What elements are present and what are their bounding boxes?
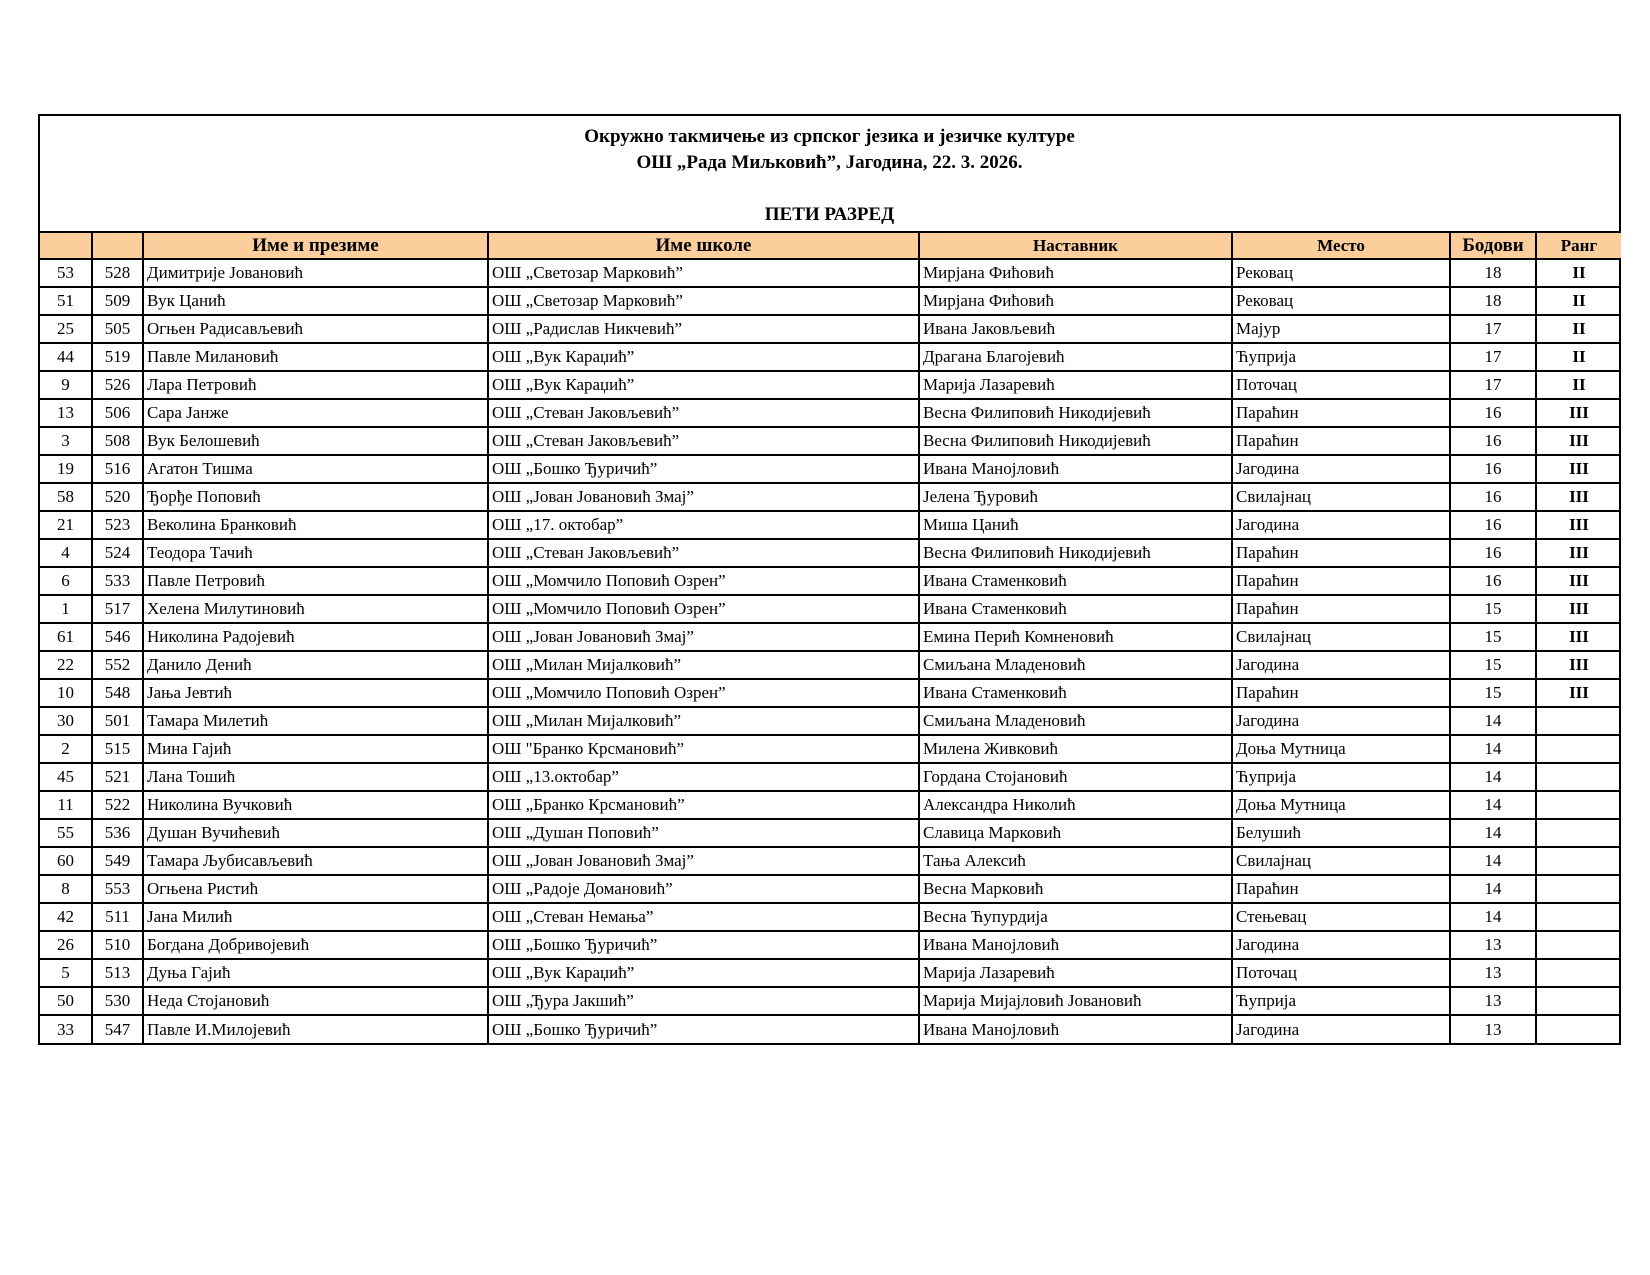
entry-number: 44: [40, 343, 92, 371]
points-value: 15: [1450, 679, 1536, 707]
rank-value: [1536, 987, 1621, 1015]
teacher-name: Мирјана Фићовић: [919, 259, 1232, 287]
place-name: Јагодина: [1232, 931, 1450, 959]
place-name: Ћуприја: [1232, 987, 1450, 1015]
table-row: [40, 875, 1621, 903]
school-name: ОШ „Ђура Јакшић”: [488, 987, 919, 1015]
place-name: Поточац: [1232, 371, 1450, 399]
rank-value: III: [1536, 679, 1621, 707]
code-number: 519: [92, 343, 143, 371]
school-name: ОШ „Бошко Ђуричић”: [488, 931, 919, 959]
header-place: Место: [1232, 233, 1450, 259]
rank-value: II: [1536, 371, 1621, 399]
entry-number: 50: [40, 987, 92, 1015]
points-value: 14: [1450, 819, 1536, 847]
entry-number: 19: [40, 455, 92, 483]
code-number: 517: [92, 595, 143, 623]
rank-value: III: [1536, 455, 1621, 483]
teacher-name: Марија Лазаревић: [919, 959, 1232, 987]
school-name: ОШ „13.октобар”: [488, 763, 919, 791]
points-value: 16: [1450, 483, 1536, 511]
rank-value: [1536, 931, 1621, 959]
entry-number: 3: [40, 427, 92, 455]
points-value: 14: [1450, 763, 1536, 791]
header-name: Име и презиме: [143, 233, 488, 259]
code-number: 524: [92, 539, 143, 567]
entry-number: 60: [40, 847, 92, 875]
table-row: [40, 539, 1621, 567]
teacher-name: Весна Марковић: [919, 875, 1232, 903]
student-name: Теодора Тачић: [143, 539, 488, 567]
entry-number: 42: [40, 903, 92, 931]
entry-number: 1: [40, 595, 92, 623]
school-name: ОШ „Светозар Марковић”: [488, 287, 919, 315]
points-value: 17: [1450, 343, 1536, 371]
points-value: 15: [1450, 651, 1536, 679]
place-name: Јагодина: [1232, 651, 1450, 679]
code-number: 547: [92, 1015, 143, 1043]
rank-value: III: [1536, 567, 1621, 595]
entry-number: 61: [40, 623, 92, 651]
school-name: ОШ „Момчило Поповић Озрен”: [488, 567, 919, 595]
teacher-name: Ивана Манојловић: [919, 1015, 1232, 1043]
student-name: Веколина Бранковић: [143, 511, 488, 539]
student-name: Дуња Гајић: [143, 959, 488, 987]
student-name: Николина Вучковић: [143, 791, 488, 819]
table-row: [40, 931, 1621, 959]
points-value: 18: [1450, 259, 1536, 287]
entry-number: 55: [40, 819, 92, 847]
rank-value: II: [1536, 343, 1621, 371]
teacher-name: Ивана Манојловић: [919, 455, 1232, 483]
header-row: [40, 233, 1621, 259]
teacher-name: Весна Ћупурдија: [919, 903, 1232, 931]
results-sheet: [38, 114, 1621, 1045]
results-table: [40, 233, 1621, 1043]
code-number: 508: [92, 427, 143, 455]
teacher-name: Весна Филиповић Никодијевић: [919, 539, 1232, 567]
teacher-name: Миша Цанић: [919, 511, 1232, 539]
teacher-name: Ивана Јаковљевић: [919, 315, 1232, 343]
header-rank: Ранг: [1536, 233, 1621, 259]
table-row: [40, 259, 1621, 287]
rank-value: III: [1536, 651, 1621, 679]
place-name: Рековац: [1232, 287, 1450, 315]
teacher-name: Јелена Ђуровић: [919, 483, 1232, 511]
place-name: Свилајнац: [1232, 623, 1450, 651]
school-name: ОШ „Бошко Ђуричић”: [488, 455, 919, 483]
entry-number: 45: [40, 763, 92, 791]
entry-number: 5: [40, 959, 92, 987]
place-name: Стењевац: [1232, 903, 1450, 931]
points-value: 14: [1450, 735, 1536, 763]
grade-heading: ПЕТИ РАЗРЕД: [764, 204, 895, 225]
place-name: Јагодина: [1232, 511, 1450, 539]
student-name: Огњен Радисављевић: [143, 315, 488, 343]
table-row: [40, 819, 1621, 847]
points-value: 14: [1450, 875, 1536, 903]
entry-number: 53: [40, 259, 92, 287]
school-name: ОШ „Јован Јовановић Змај”: [488, 623, 919, 651]
points-value: 13: [1450, 987, 1536, 1015]
table-row: [40, 651, 1621, 679]
code-number: 510: [92, 931, 143, 959]
code-number: 522: [92, 791, 143, 819]
entry-number: 2: [40, 735, 92, 763]
entry-number: 21: [40, 511, 92, 539]
place-name: Свилајнац: [1232, 847, 1450, 875]
table-row: [40, 427, 1621, 455]
student-name: Вук Цанић: [143, 287, 488, 315]
entry-number: 22: [40, 651, 92, 679]
code-number: 533: [92, 567, 143, 595]
table-row: [40, 595, 1621, 623]
table-row: [40, 343, 1621, 371]
teacher-name: Ивана Стаменковић: [919, 567, 1232, 595]
student-name: Богдана Добривојевић: [143, 931, 488, 959]
place-name: Јагодина: [1232, 707, 1450, 735]
school-name: ОШ „Стеван Јаковљевић”: [488, 399, 919, 427]
school-name: ОШ „Милан Мијалковић”: [488, 651, 919, 679]
rank-value: [1536, 735, 1621, 763]
student-name: Вук Белошевић: [143, 427, 488, 455]
school-name: ОШ „Момчило Поповић Озрен”: [488, 679, 919, 707]
code-number: 553: [92, 875, 143, 903]
entry-number: 26: [40, 931, 92, 959]
place-name: Рековац: [1232, 259, 1450, 287]
points-value: 14: [1450, 903, 1536, 931]
rank-value: [1536, 847, 1621, 875]
table-row: [40, 287, 1621, 315]
teacher-name: Гордана Стојановић: [919, 763, 1232, 791]
entry-number: 10: [40, 679, 92, 707]
place-name: Параћин: [1232, 427, 1450, 455]
place-name: Свилајнац: [1232, 483, 1450, 511]
code-number: 526: [92, 371, 143, 399]
table-row: [40, 903, 1621, 931]
teacher-name: Милена Живковић: [919, 735, 1232, 763]
place-name: Доња Мутница: [1232, 735, 1450, 763]
points-value: 14: [1450, 707, 1536, 735]
place-name: Јагодина: [1232, 1015, 1450, 1043]
teacher-name: Тања Алексић: [919, 847, 1232, 875]
entry-number: 8: [40, 875, 92, 903]
entry-number: 30: [40, 707, 92, 735]
points-value: 13: [1450, 1015, 1536, 1043]
points-value: 17: [1450, 371, 1536, 399]
points-value: 15: [1450, 623, 1536, 651]
table-row: [40, 399, 1621, 427]
school-name: ОШ „Бошко Ђуричић”: [488, 1015, 919, 1043]
code-number: 536: [92, 819, 143, 847]
place-name: Поточац: [1232, 959, 1450, 987]
code-number: 516: [92, 455, 143, 483]
entry-number: 51: [40, 287, 92, 315]
entry-number: 4: [40, 539, 92, 567]
points-value: 14: [1450, 791, 1536, 819]
school-name: ОШ „Радоје Домановић”: [488, 875, 919, 903]
school-name: ОШ „Стеван Немања”: [488, 903, 919, 931]
table-row: [40, 791, 1621, 819]
table-row: [40, 483, 1621, 511]
school-name: ОШ „Стеван Јаковљевић”: [488, 539, 919, 567]
place-name: Белушић: [1232, 819, 1450, 847]
title-block: [40, 116, 1619, 233]
entry-number: 58: [40, 483, 92, 511]
place-name: Параћин: [1232, 679, 1450, 707]
points-value: 13: [1450, 959, 1536, 987]
rank-value: [1536, 763, 1621, 791]
code-number: 521: [92, 763, 143, 791]
code-number: 509: [92, 287, 143, 315]
teacher-name: Марија Мијајловић Јовановић: [919, 987, 1232, 1015]
points-value: 15: [1450, 595, 1536, 623]
code-number: 523: [92, 511, 143, 539]
student-name: Тамара Милетић: [143, 707, 488, 735]
student-name: Николина Радојевић: [143, 623, 488, 651]
student-name: Димитрије Јовановић: [143, 259, 488, 287]
place-name: Параћин: [1232, 875, 1450, 903]
rank-value: II: [1536, 315, 1621, 343]
student-name: Павле Петровић: [143, 567, 488, 595]
rank-value: III: [1536, 427, 1621, 455]
code-number: 528: [92, 259, 143, 287]
rank-value: III: [1536, 623, 1621, 651]
table-row: [40, 679, 1621, 707]
student-name: Сара Јанже: [143, 399, 488, 427]
teacher-name: Весна Филиповић Никодијевић: [919, 427, 1232, 455]
place-name: Доња Мутница: [1232, 791, 1450, 819]
results-body: [40, 259, 1621, 1043]
rank-value: [1536, 819, 1621, 847]
code-number: 552: [92, 651, 143, 679]
table-row: [40, 959, 1621, 987]
teacher-name: Емина Перић Комненовић: [919, 623, 1232, 651]
school-name: ОШ „Вук Караџић”: [488, 959, 919, 987]
rank-value: III: [1536, 595, 1621, 623]
code-number: 515: [92, 735, 143, 763]
code-number: 511: [92, 903, 143, 931]
points-value: 16: [1450, 511, 1536, 539]
teacher-name: Мирјана Фићовић: [919, 287, 1232, 315]
header-points: Бодови: [1450, 233, 1536, 259]
school-name: ОШ „Вук Караџић”: [488, 371, 919, 399]
rank-value: [1536, 959, 1621, 987]
rank-value: III: [1536, 483, 1621, 511]
school-name: ОШ „Момчило Поповић Озрен”: [488, 595, 919, 623]
student-name: Лана Тошић: [143, 763, 488, 791]
school-name: ОШ „Светозар Марковић”: [488, 259, 919, 287]
teacher-name: Весна Филиповић Никодијевић: [919, 399, 1232, 427]
school-name: ОШ „Радислав Никчевић”: [488, 315, 919, 343]
entry-number: 6: [40, 567, 92, 595]
rank-value: [1536, 903, 1621, 931]
student-name: Душан Вучићевић: [143, 819, 488, 847]
school-name: ОШ „Душан Поповић”: [488, 819, 919, 847]
student-name: Павле И.Милојевић: [143, 1015, 488, 1043]
place-name: Јагодина: [1232, 455, 1450, 483]
rank-value: [1536, 791, 1621, 819]
code-number: 501: [92, 707, 143, 735]
table-row: [40, 707, 1621, 735]
points-value: 18: [1450, 287, 1536, 315]
place-name: Параћин: [1232, 399, 1450, 427]
table-row: [40, 315, 1621, 343]
table-row: [40, 847, 1621, 875]
teacher-name: Драгана Благојевић: [919, 343, 1232, 371]
table-row: [40, 1015, 1621, 1043]
place-name: Мајур: [1232, 315, 1450, 343]
student-name: Павле Милановић: [143, 343, 488, 371]
points-value: 14: [1450, 847, 1536, 875]
teacher-name: Смиљана Младеновић: [919, 651, 1232, 679]
school-name: ОШ „17. октобар”: [488, 511, 919, 539]
school-name: ОШ "Бранко Крсмановић”: [488, 735, 919, 763]
code-number: 520: [92, 483, 143, 511]
student-name: Ђорђе Поповић: [143, 483, 488, 511]
school-name: ОШ „Стеван Јаковљевић”: [488, 427, 919, 455]
place-name: Ћуприја: [1232, 343, 1450, 371]
student-name: Агатон Тишма: [143, 455, 488, 483]
code-number: 546: [92, 623, 143, 651]
student-name: Јана Милић: [143, 903, 488, 931]
table-row: [40, 511, 1621, 539]
competition-title: Окружно такмичење из српског језика и језичке културе: [584, 126, 1075, 147]
code-number: 505: [92, 315, 143, 343]
points-value: 16: [1450, 455, 1536, 483]
place-name: Параћин: [1232, 595, 1450, 623]
rank-value: II: [1536, 287, 1621, 315]
points-value: 16: [1450, 427, 1536, 455]
points-value: 16: [1450, 399, 1536, 427]
teacher-name: Ивана Стаменковић: [919, 679, 1232, 707]
table-row: [40, 455, 1621, 483]
table-row: [40, 623, 1621, 651]
header-school: Име школе: [488, 233, 919, 259]
teacher-name: Александра Николић: [919, 791, 1232, 819]
entry-number: 25: [40, 315, 92, 343]
table-row: [40, 987, 1621, 1015]
points-value: 16: [1450, 567, 1536, 595]
rank-value: [1536, 875, 1621, 903]
student-name: Данило Денић: [143, 651, 488, 679]
teacher-name: Смиљана Младеновић: [919, 707, 1232, 735]
table-row: [40, 371, 1621, 399]
points-value: 16: [1450, 539, 1536, 567]
rank-value: [1536, 1015, 1621, 1043]
code-number: 513: [92, 959, 143, 987]
rank-value: III: [1536, 539, 1621, 567]
teacher-name: Ивана Манојловић: [919, 931, 1232, 959]
header-col-a: [40, 233, 92, 259]
student-name: Јања Јевтић: [143, 679, 488, 707]
venue-date: ОШ „Рада Миљковић”, Јагодина, 22. 3. 2026.: [636, 152, 1023, 173]
rank-value: III: [1536, 399, 1621, 427]
student-name: Тамара Љубисављевић: [143, 847, 488, 875]
code-number: 548: [92, 679, 143, 707]
rank-value: III: [1536, 511, 1621, 539]
school-name: ОШ „Јован Јовановић Змај”: [488, 847, 919, 875]
school-name: ОШ „Јован Јовановић Змај”: [488, 483, 919, 511]
entry-number: 11: [40, 791, 92, 819]
place-name: Ћуприја: [1232, 763, 1450, 791]
code-number: 506: [92, 399, 143, 427]
points-value: 13: [1450, 931, 1536, 959]
table-row: [40, 567, 1621, 595]
place-name: Параћин: [1232, 567, 1450, 595]
teacher-name: Ивана Стаменковић: [919, 595, 1232, 623]
student-name: Огњена Ристић: [143, 875, 488, 903]
points-value: 17: [1450, 315, 1536, 343]
student-name: Неда Стојановић: [143, 987, 488, 1015]
school-name: ОШ „Бранко Крсмановић”: [488, 791, 919, 819]
header-col-b: [92, 233, 143, 259]
code-number: 549: [92, 847, 143, 875]
student-name: Мина Гајић: [143, 735, 488, 763]
table-row: [40, 735, 1621, 763]
student-name: Хелена Милутиновић: [143, 595, 488, 623]
school-name: ОШ „Вук Караџић”: [488, 343, 919, 371]
teacher-name: Марија Лазаревић: [919, 371, 1232, 399]
entry-number: 13: [40, 399, 92, 427]
rank-value: [1536, 707, 1621, 735]
header-teacher: Наставник: [919, 233, 1232, 259]
rank-value: II: [1536, 259, 1621, 287]
student-name: Лара Петровић: [143, 371, 488, 399]
code-number: 530: [92, 987, 143, 1015]
teacher-name: Славица Марковић: [919, 819, 1232, 847]
entry-number: 33: [40, 1015, 92, 1043]
table-row: [40, 763, 1621, 791]
school-name: ОШ „Милан Мијалковић”: [488, 707, 919, 735]
place-name: Параћин: [1232, 539, 1450, 567]
entry-number: 9: [40, 371, 92, 399]
